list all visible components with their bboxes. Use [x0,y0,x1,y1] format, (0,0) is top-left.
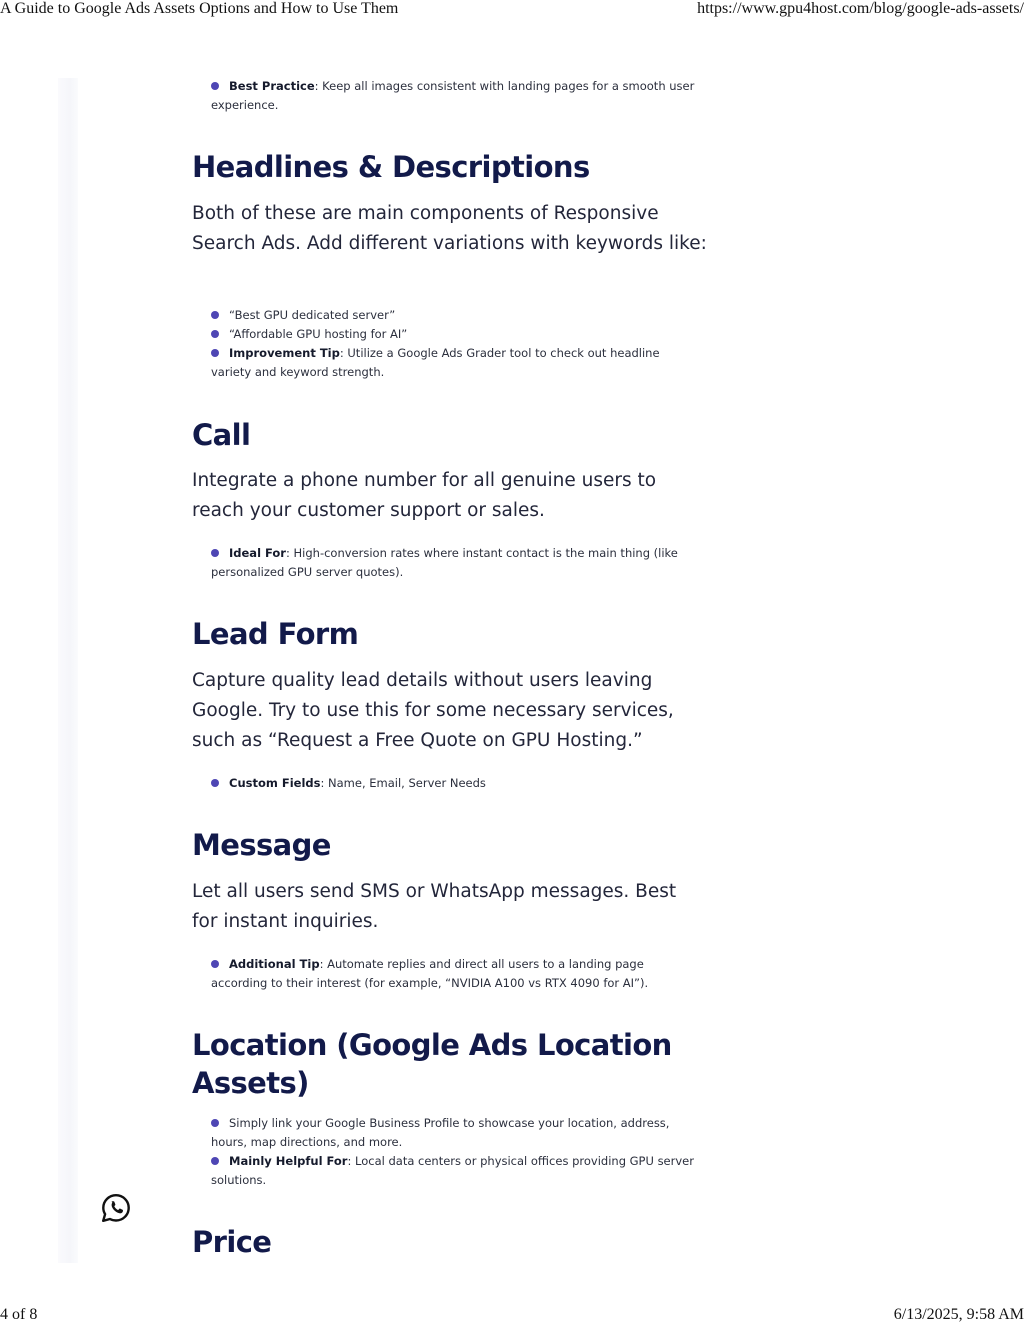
bullet-text: : Local data centers or physical offices providing GPU server solutions. [211,1154,694,1187]
print-datetime: 6/13/2025, 9:58 AM [893,1306,1024,1323]
bullet-dot [211,311,219,319]
list-item [211,344,703,382]
list-item [211,1152,703,1190]
section-heading-message: Message [192,828,331,862]
heading-line: Location (Google Ads Location [192,1028,672,1062]
bullet-text: : Name, Email, Server Needs [320,776,486,790]
list-item [211,955,703,993]
bullet-bold: Improvement Tip [229,346,340,360]
section-body-headlines: Both of these are main components of Responsive Search Ads. Add different variations with keywords like: [192,203,707,254]
bullet-text: : Automate replies and direct all users to a landing page according to their interest (for example, “NVIDIA A100 vs RTX 4090 for AI”). [211,957,649,990]
section-body-lead-form: Capture quality lead details without users leaving Google. Try to use this for some necessary services, such as “Request a Free Quote on GPU Hosting.” [192,670,674,751]
list-item [211,306,703,325]
location-list [211,1114,703,1190]
section-heading-location [192,1026,672,1102]
bullet-text: Simply link your Google Business Profile to showcase your location, address, hours, map directions, and more. [211,1116,670,1149]
section-body-message: Let all users send SMS or WhatsApp messages. Best for instant inquiries. [192,881,677,932]
print-footer [0,1306,1024,1326]
bullet-dot [211,1157,219,1165]
bullet-bold: Additional Tip [229,957,320,971]
section-body-call: Integrate a phone number for all genuine users to reach your customer support or sales. [192,470,657,521]
bullet-text: “Best GPU dedicated server” [229,308,396,322]
list-item [211,774,703,793]
headlines-list [211,306,703,382]
section-heading-headlines: Headlines & Descriptions [192,150,590,184]
bullet-bold: Custom Fields [229,776,321,790]
section-heading-price: Price [192,1225,272,1259]
bullet-dot [211,1119,219,1127]
sidebar-strip [58,78,78,1263]
bullet-text: : High-conversion rates where instant contact is the main thing (like personalized GPU server quotes). [211,546,678,579]
print-header [0,0,1024,20]
bullet-text: : Keep all images consistent with landing pages for a smooth user experience. [211,79,695,112]
bullet-dot [211,82,219,90]
print-title: A Guide to Google Ads Assets Options and How to Use Them [0,0,399,17]
list-item [211,1114,703,1152]
bullet-dot [211,960,219,968]
section-heading-call: Call [192,418,251,452]
bullet-text: : Utilize a Google Ads Grader tool to check out headline variety and keyword strength. [211,346,660,379]
bullet-bold: Mainly Helpful For [229,1154,348,1168]
message-list [211,955,703,993]
bullet-dot [211,549,219,557]
bullet-dot [211,349,219,357]
lead-form-list [211,774,703,793]
heading-line: Assets) [192,1066,309,1100]
bullet-dot [211,779,219,787]
section-heading-lead-form: Lead Form [192,617,359,651]
bullet-bold: Best Practice [229,79,315,93]
page-number: 4 of 8 [0,1306,38,1323]
list-item [211,544,703,582]
whatsapp-icon[interactable] [100,1192,132,1224]
list-item [211,325,703,344]
list-item [211,77,703,115]
print-url[interactable]: https://www.gpu4host.com/blog/google-ads-assets/ [697,0,1024,17]
bullet-dot [211,330,219,338]
call-list [211,544,703,582]
bullet-bold: Ideal For [229,546,286,560]
bullet-text: “Affordable GPU hosting for AI” [229,327,408,341]
best-practice-list [211,77,703,115]
